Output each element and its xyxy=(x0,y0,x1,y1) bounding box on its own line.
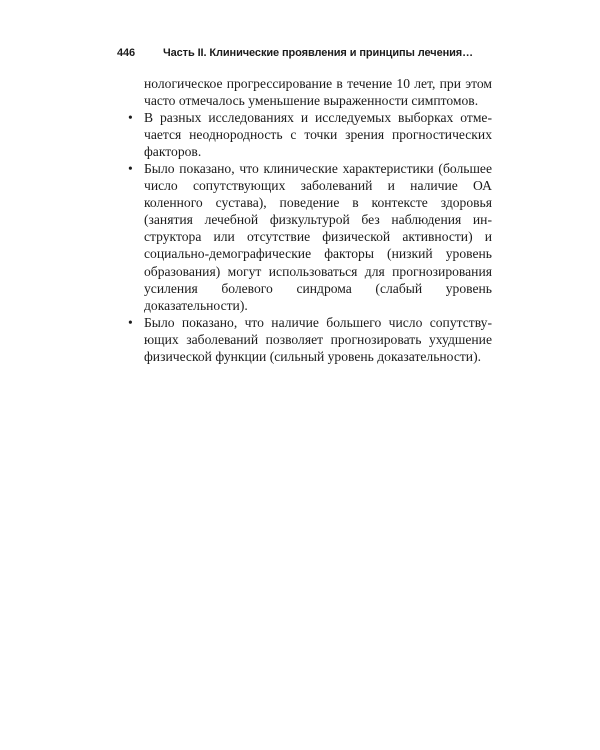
bullet-text: В разных исследованиях и исследуемых выборках отмечается неоднородность с точки зрения прогностических факторов. xyxy=(144,110,492,160)
page-number: 446 xyxy=(117,47,136,59)
bullet-icon: • xyxy=(128,161,133,177)
bullet-icon: • xyxy=(128,110,133,126)
bullet-text: Было показано, что клинические характеристики (большее число сопутствующих заболеваний и наличие ОА коленного сустава), поведение в контексте здоровья (занятия лечебной физкультурой без наблюдения инструктора или отсутствие физической активности) и социально-демографические факторы (низкий уровень образования) могут использоваться для прогнозирования усиления болевого синдрома (слабый уровень доказательности). xyxy=(144,161,492,313)
running-title: Часть II. Клинические проявления и принципы лечения… xyxy=(163,47,474,59)
bullet-list xyxy=(128,109,492,365)
running-header xyxy=(117,47,497,59)
bullet-item xyxy=(128,109,492,160)
bullet-icon: • xyxy=(128,314,133,330)
bullet-item xyxy=(128,160,492,313)
continuation-paragraph: нологическое прогрессирование в течение 10 лет, при этом часто отмечалось уменьшение выраженности симптомов. xyxy=(144,76,492,109)
bullet-text: Было показано, что наличие большего число сопутствующих заболеваний позволяет прогнозировать ухудшение физической функции (сильный уровень доказательности). xyxy=(144,314,492,364)
body-text xyxy=(128,75,492,365)
bullet-item xyxy=(128,314,492,365)
